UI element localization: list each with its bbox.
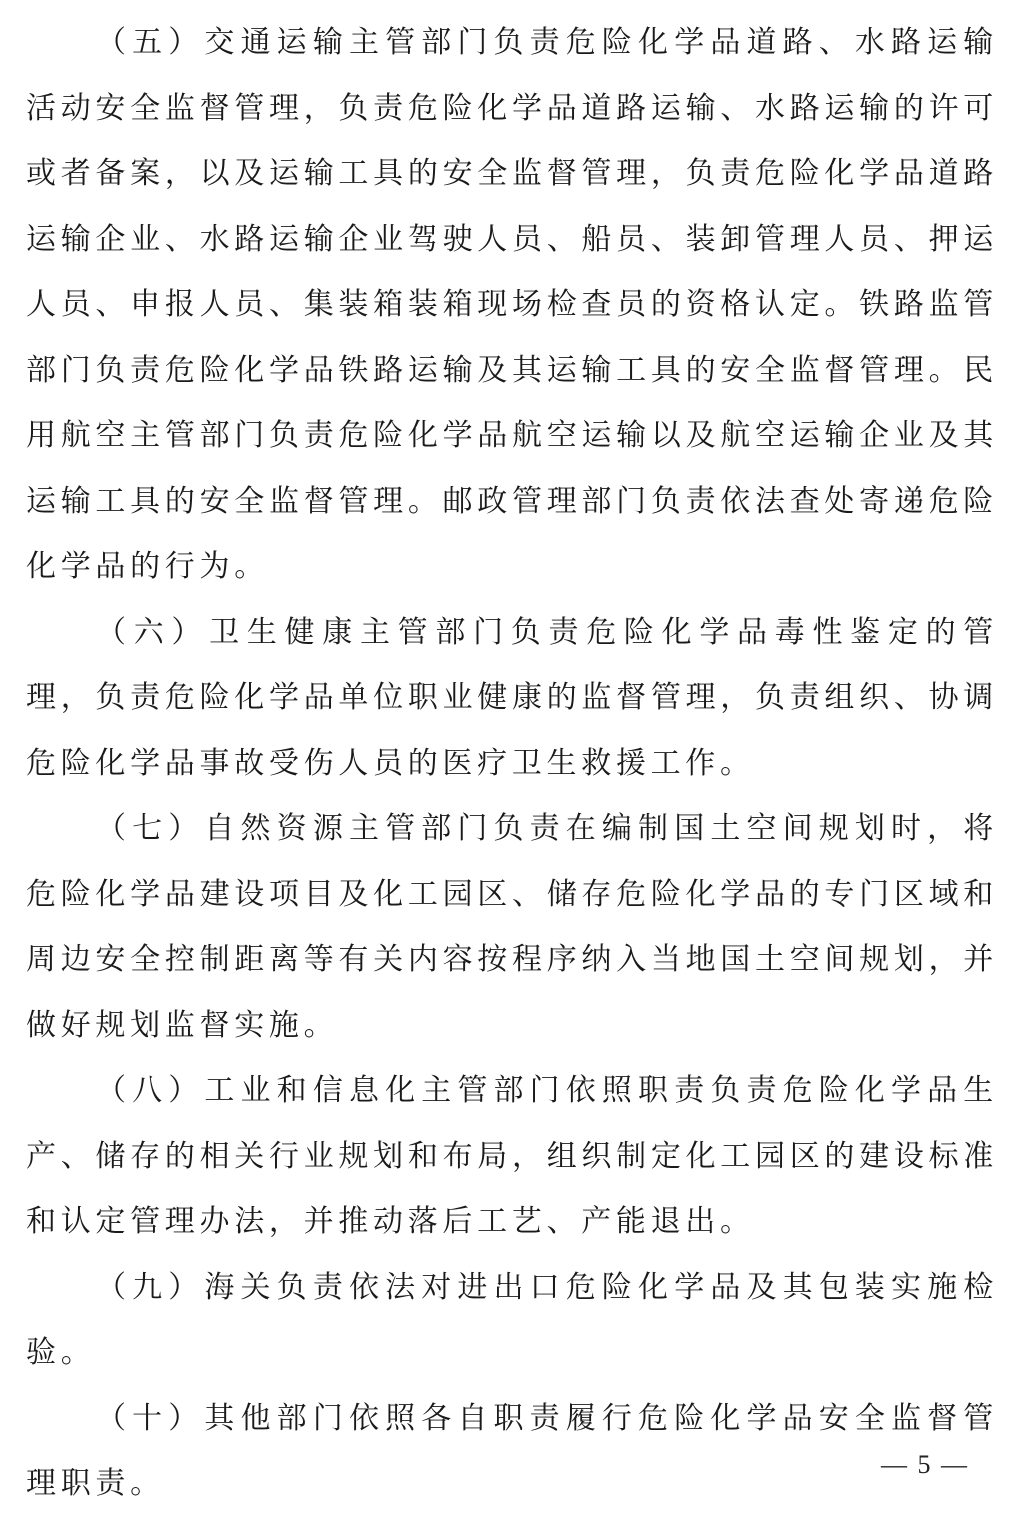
paragraph-9-customs: （九）海关负责依法对进出口危险化学品及其包装实施检验。 [26,1269,998,1370]
paragraph-6-health: （六）卫生健康主管部门负责危险化学品毒性鉴定的管理，负责危险化学品单位职业健康的监督管理，负责组织、协调危险化学品事故受伤人员的医疗卫生救援工作。 [26,614,998,781]
document-body [26,10,998,1517]
paragraph-8-industry: （八）工业和信息化主管部门依照职责负责危险化学品生产、储存的相关行业规划和布局，组织制定化工园区的建设标准和认定管理办法，并推动落后工艺、产能退出。 [26,1073,998,1239]
paragraph-5-transport: （五）交通运输主管部门负责危险化学品道路、水路运输活动安全监督管理，负责危险化学品道路运输、水路运输的许可或者备案，以及运输工具的安全监督管理，负责危险化学品道路运输企业、水路运输企业驾驶人员、船员、装卸管理人员、押运人员、申报人员、集装箱装箱现场检查员的资格认定。铁路监管部门负责危险化学品铁路运输及其运输工具的安全监督管理。民用航空主管部门负责危险化学品航空运输以及航空运输企业及其运输工具的安全监督管理。邮政管理部门负责依法查处寄递危险化学品的行为。 [26,25,998,584]
paragraph-7-natural-resources: （七）自然资源主管部门负责在编制国土空间规划时，将危险化学品建设项目及化工园区、储存危险化学品的专门区域和周边安全控制距离等有关内容按程序纳入当地国土空间规划，并做好规划监督实施。 [26,811,998,1043]
paragraph-10-other-departments: （十）其他部门依照各自职责履行危险化学品安全监督管理职责。 [26,1400,998,1501]
page-number: — 5 — [881,1450,969,1479]
